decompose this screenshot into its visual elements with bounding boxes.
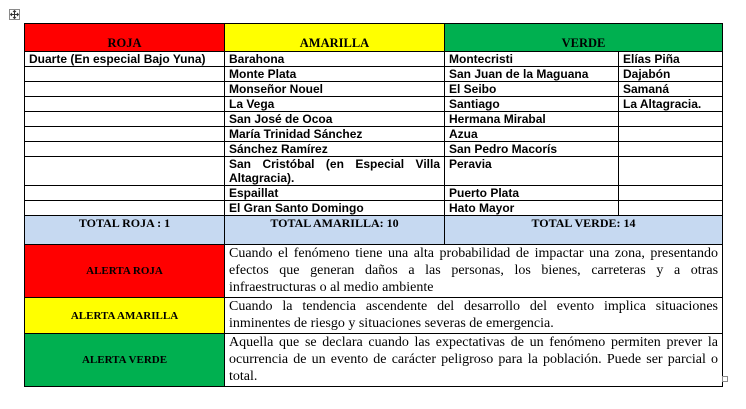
province-cell-verde2 (619, 157, 723, 186)
province-cell-verde2: La Altagracia. (619, 97, 723, 112)
table-move-handle[interactable] (9, 9, 20, 20)
province-cell-roja (25, 186, 225, 201)
table-row (25, 142, 723, 157)
province-cell-roja (25, 157, 225, 186)
province-cell-amarilla: La Vega (225, 97, 445, 112)
table-row (25, 157, 723, 186)
table-row (25, 186, 723, 201)
province-cell-verde2: Elías Piña (619, 52, 723, 67)
table-row (25, 127, 723, 142)
province-cell-roja (25, 112, 225, 127)
province-cell-verde1: Santiago (445, 97, 619, 112)
province-cell-amarilla: Monte Plata (225, 67, 445, 82)
province-cell-verde2: Samaná (619, 82, 723, 97)
table-row (25, 112, 723, 127)
province-cell-verde1: San Pedro Macorís (445, 142, 619, 157)
alert-verde-label: ALERTA VERDE (25, 334, 225, 387)
province-cell-verde1: San Juan de la Maguana (445, 67, 619, 82)
province-cell-amarilla: El Gran Santo Domingo (225, 201, 445, 216)
header-roja: ROJA (25, 24, 225, 52)
table-row (25, 52, 723, 67)
alert-table-container (24, 23, 722, 387)
province-cell-verde1: Azua (445, 127, 619, 142)
totals-row (25, 216, 723, 245)
province-cell-verde1: Peravia (445, 157, 619, 186)
province-cell-roja (25, 127, 225, 142)
alert-amarilla-description: Cuando la tendencia ascendente del desarrollo del evento implica situaciones inminentes de riesgo y situaciones severas de emergencia. (225, 298, 723, 334)
total-verde: TOTAL VERDE: 14 (445, 216, 723, 245)
province-cell-verde1: El Seibo (445, 82, 619, 97)
province-cell-verde2 (619, 142, 723, 157)
table-row (25, 201, 723, 216)
province-cell-verde2 (619, 112, 723, 127)
table-row (25, 82, 723, 97)
table-row (25, 97, 723, 112)
header-verde: VERDE (445, 24, 723, 52)
province-cell-amarilla: San Cristóbal (en Especial Villa Altagracia). (225, 157, 445, 186)
province-cell-amarilla: San José de Ocoa (225, 112, 445, 127)
province-cell-verde1: Montecristi (445, 52, 619, 67)
alert-amarilla-row (25, 298, 723, 334)
province-cell-amarilla: Espaillat (225, 186, 445, 201)
province-cell-roja (25, 97, 225, 112)
header-amarilla: AMARILLA (225, 24, 445, 52)
alert-amarilla-label: ALERTA AMARILLA (25, 298, 225, 334)
province-cell-verde2 (619, 201, 723, 216)
total-roja: TOTAL ROJA : 1 (25, 216, 225, 245)
alert-roja-row (25, 245, 723, 298)
province-cell-amarilla: Barahona (225, 52, 445, 67)
alert-verde-row (25, 334, 723, 387)
province-cell-roja (25, 201, 225, 216)
alert-table (24, 23, 723, 387)
alert-roja-label: ALERTA ROJA (25, 245, 225, 298)
province-cell-amarilla: María Trinidad Sánchez (225, 127, 445, 142)
province-cell-roja (25, 142, 225, 157)
province-cell-roja (25, 82, 225, 97)
alert-roja-description: Cuando el fenómeno tiene una alta probabilidad de impactar una zona, presentando efectos que generan daños a las personas, los bienes, carreteras y a otras infraestructuras o al medio ambiente (225, 245, 723, 298)
province-cell-roja (25, 67, 225, 82)
province-cell-verde2: Dajabón (619, 67, 723, 82)
header-row (25, 24, 723, 52)
province-cell-verde2 (619, 186, 723, 201)
province-cell-amarilla: Monseñor Nouel (225, 82, 445, 97)
province-cell-amarilla: Sánchez Ramírez (225, 142, 445, 157)
total-amarilla: TOTAL AMARILLA: 10 (225, 216, 445, 245)
alert-verde-description: Aquella que se declara cuando las expectativas de un fenómeno permiten prever la ocurrencia de un evento de carácter peligroso para la población. Puede ser parcial o total. (225, 334, 723, 387)
table-resize-handle[interactable] (722, 376, 728, 382)
province-cell-verde1: Hato Mayor (445, 201, 619, 216)
province-cell-roja: Duarte (En especial Bajo Yuna) (25, 52, 225, 67)
province-cell-verde1: Hermana Mirabal (445, 112, 619, 127)
province-cell-verde2 (619, 127, 723, 142)
move-arrows-icon (10, 10, 19, 19)
table-row (25, 67, 723, 82)
province-cell-verde1: Puerto Plata (445, 186, 619, 201)
